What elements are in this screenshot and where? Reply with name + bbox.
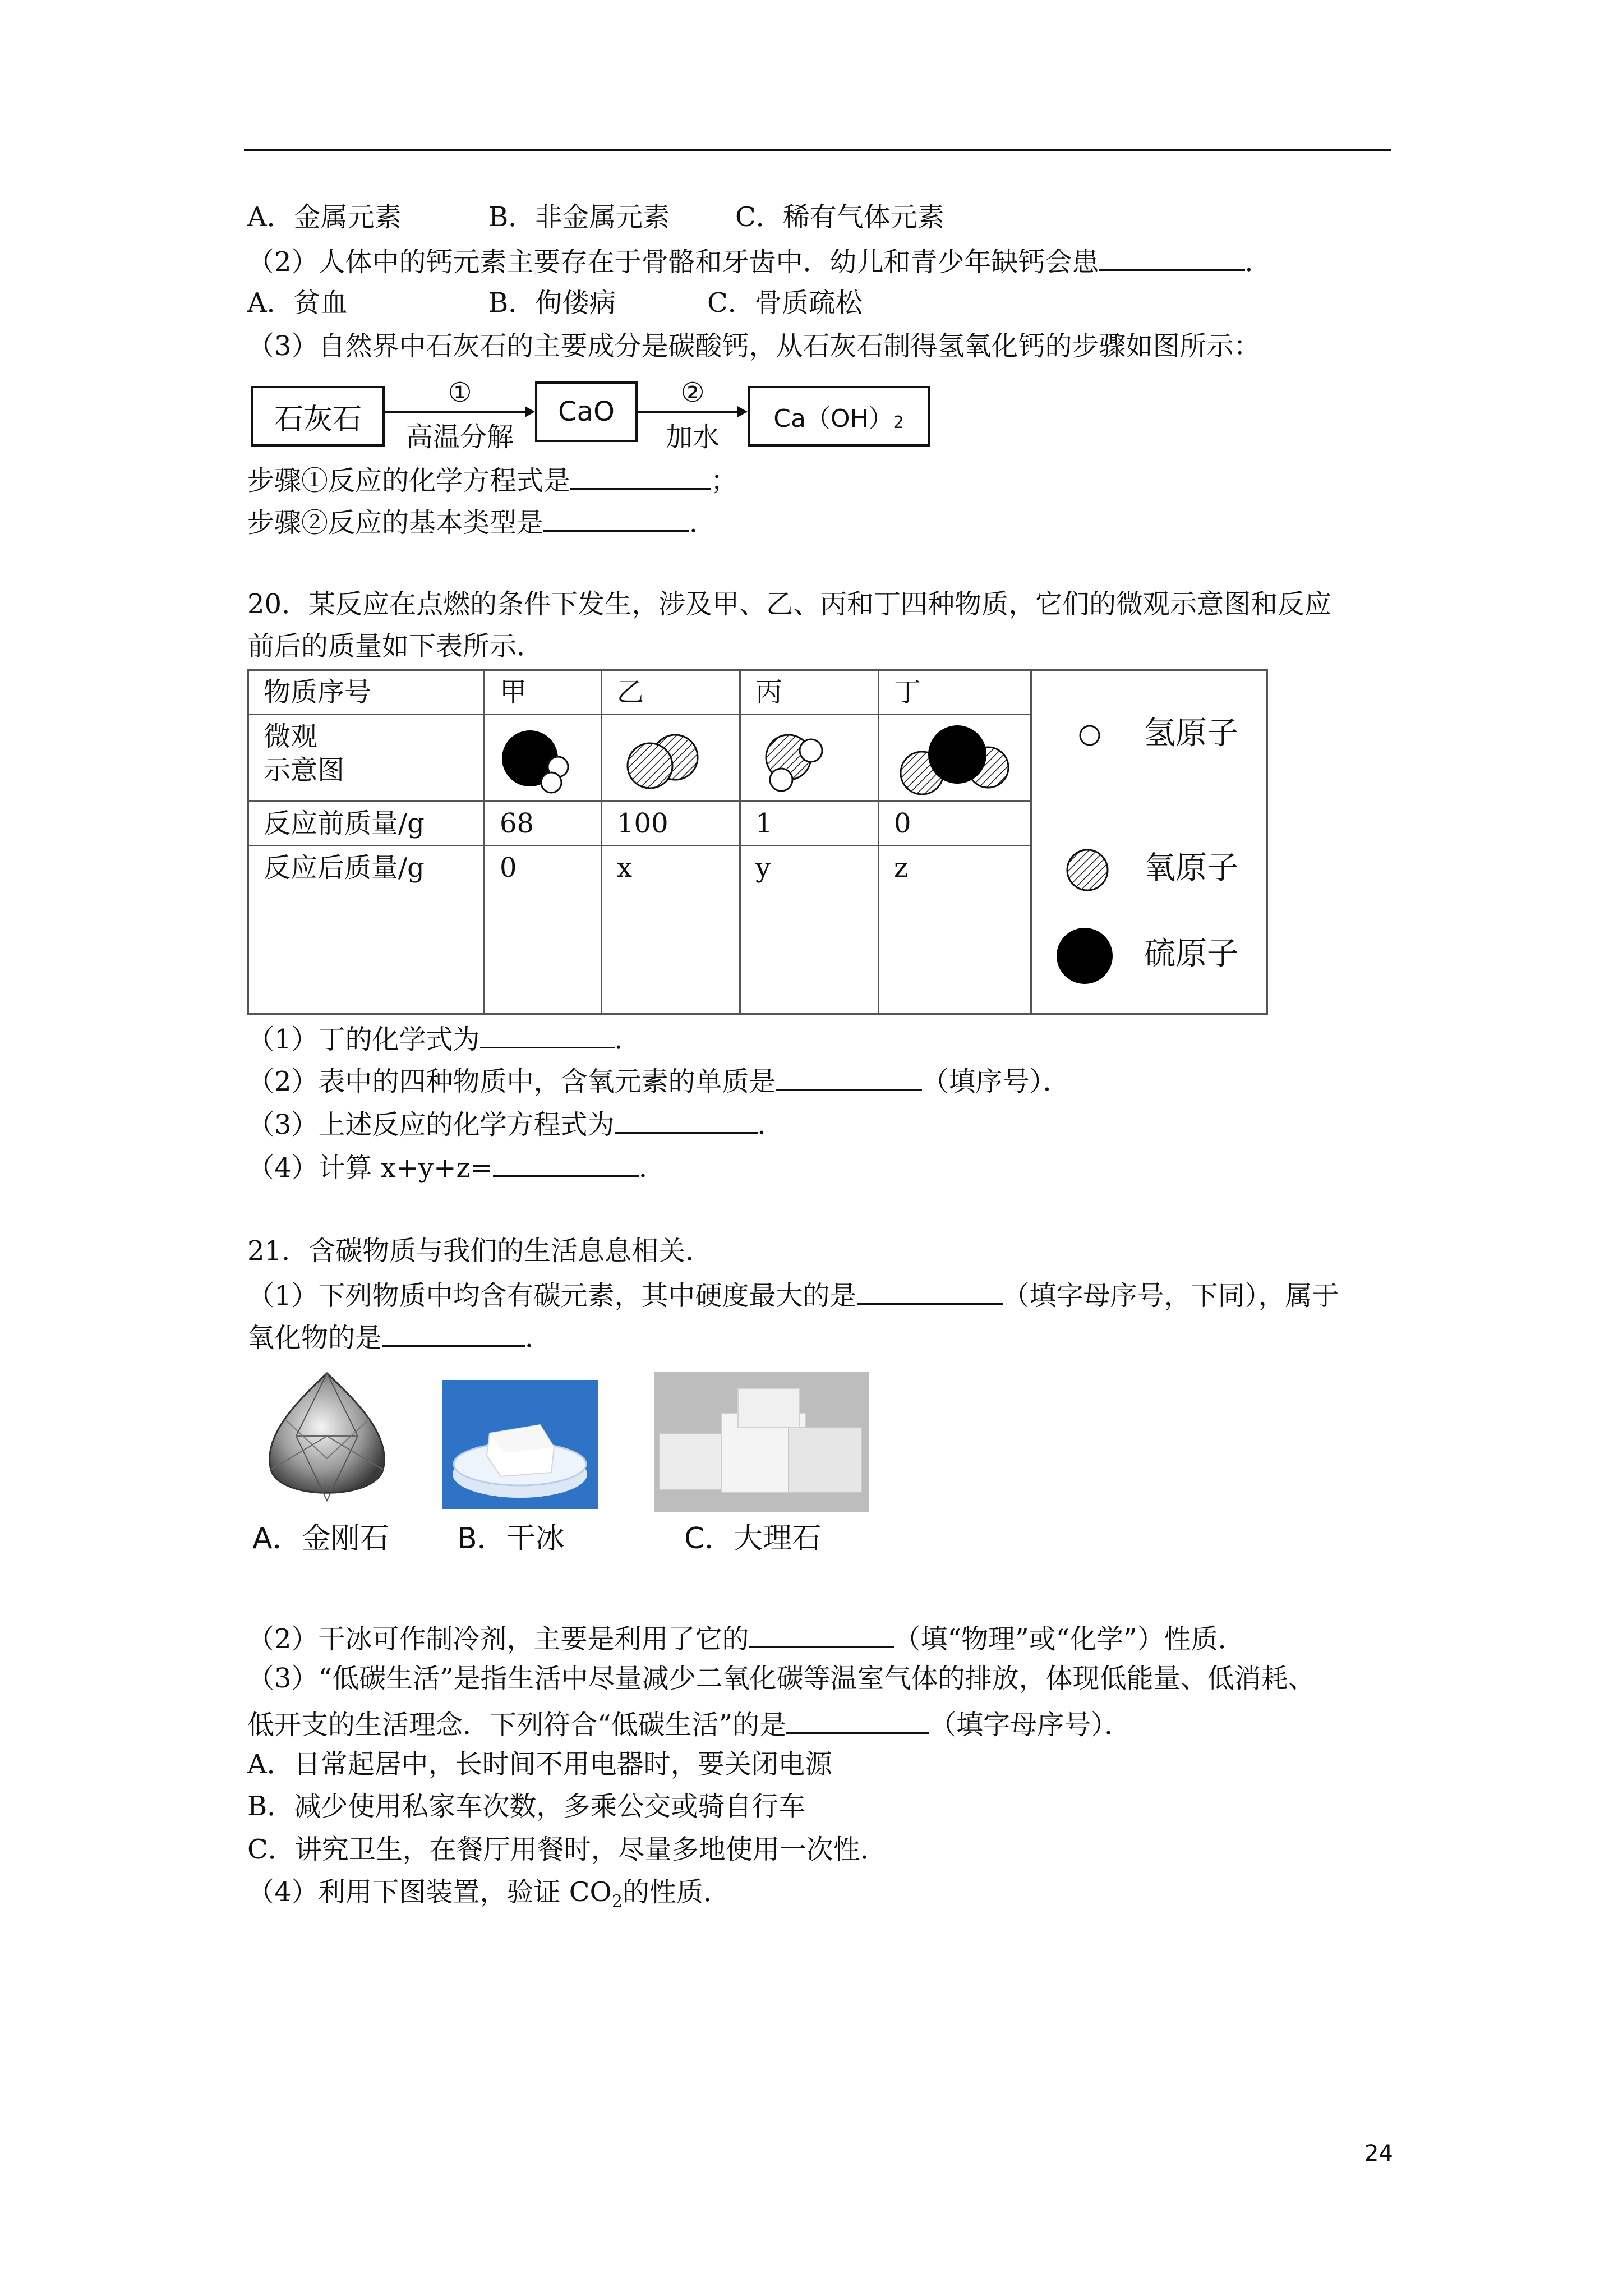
option-a: A．贫血 [247, 287, 348, 319]
answer-blank[interactable] [1099, 242, 1245, 271]
punct: ． [1244, 246, 1272, 278]
q19-p2-options [247, 286, 863, 320]
q20-q3 [247, 1105, 785, 1142]
answer-blank[interactable] [570, 461, 711, 490]
page-number: 24 [1364, 2141, 1393, 2166]
punct: （填序号）． [921, 1066, 1070, 1097]
punct: ． [638, 1152, 666, 1184]
mass-table [247, 669, 1268, 1015]
question-text: （1）丁的化学式为 [247, 1024, 480, 1055]
q21-p3-line2 [247, 1705, 1131, 1742]
q21-p4 [247, 1875, 730, 1919]
punct: ． [614, 1024, 642, 1055]
q19-step1 [247, 461, 737, 498]
q20-q4 [247, 1148, 666, 1185]
question-text: （3）上述反应的化学方程式为 [247, 1109, 615, 1140]
molecule-o2-icon [614, 726, 714, 794]
punct: ． [525, 1322, 552, 1354]
option-a: A．金属元素 [247, 201, 402, 233]
flow-step2-condition: 加水 [665, 421, 720, 453]
punct: ； [711, 465, 738, 496]
answer-blank[interactable] [493, 1148, 639, 1177]
question-text: （4）利用下图装置，验证 CO [247, 1876, 612, 1908]
flow-step1-number: ① [448, 377, 472, 408]
caption-c: C．大理石 [684, 1522, 822, 1556]
molecule-so2-icon [887, 720, 1022, 798]
dry-ice-image [442, 1380, 598, 1509]
question-text: 步骤②反应的基本类型是 [247, 507, 544, 539]
flow-box-caoh2: Ca（OH） 2 [748, 386, 930, 447]
answer-blank[interactable] [382, 1318, 525, 1347]
atom-legend-cell [1031, 670, 1267, 1014]
q21-p2 [247, 1619, 1245, 1656]
molecule-jia [485, 715, 602, 802]
question-text: 步骤①反应的化学方程式是 [247, 465, 571, 496]
question-text: （4）计算 x+y+z= [247, 1152, 493, 1184]
molecule-h2o-icon [752, 724, 842, 797]
sulfur-atom-icon [1051, 922, 1118, 990]
caption-b: B．干冰 [457, 1522, 565, 1556]
q21-intro: 21．含碳物质与我们的生活息息相关． [247, 1235, 713, 1267]
caption-a: A．金刚石 [252, 1522, 389, 1556]
question-text: 的性质． [622, 1876, 730, 1908]
question-text: （1）下列物质中均含有碳元素，其中硬度最大的是 [247, 1280, 857, 1312]
molecule-yi [602, 715, 740, 802]
q21-option-c: C．讲究卫生，在餐厅用餐时，尽量多地使用一次性． [247, 1834, 887, 1865]
answer-blank[interactable] [786, 1705, 929, 1734]
molecule-h2s-icon [496, 722, 580, 795]
legend-oxygen-label: 氧原子 [1144, 850, 1238, 886]
header-rule [244, 149, 1391, 151]
answer-blank[interactable] [543, 503, 689, 532]
q20-intro-1: 20．某反应在点燃的条件下发生，涉及甲、乙、丙和丁四种物质，它们的微观示意图和反应 [247, 588, 1332, 620]
answer-blank[interactable] [480, 1020, 615, 1048]
punct: ． [757, 1109, 785, 1140]
q21-p3-line1: （3）“低碳生活”是指生活中尽量减少二氧化碳等温室气体的排放，体现低能量、低消耗、 [247, 1663, 1315, 1694]
question-text: （2）干冰可作制冷剂，主要是利用了它的 [247, 1623, 749, 1655]
option-c: C．稀有气体元素 [735, 201, 944, 233]
oxygen-atom-icon [1062, 845, 1113, 895]
option-b: B．佝偻病 [488, 287, 616, 319]
table-row-after: 反应后质量/g 0 x y z [248, 846, 1267, 1014]
answer-blank[interactable] [615, 1105, 758, 1134]
answer-blank[interactable] [749, 1619, 894, 1648]
punct: ． [689, 507, 717, 539]
question-text: 低开支的生活理念．下列符合“低碳生活”的是 [247, 1709, 787, 1741]
question-text: （填字母序号）． [929, 1709, 1132, 1741]
q19-p2 [247, 242, 1272, 279]
q19-p1-options [247, 200, 944, 234]
subscript: 2 [611, 1892, 623, 1912]
answer-blank[interactable] [857, 1276, 1003, 1305]
option-b: B．非金属元素 [488, 201, 670, 233]
q21-option-a: A．日常起居中，长时间不用电器时，要关闭电源 [247, 1749, 832, 1780]
q21-p1-line1 [247, 1276, 1339, 1313]
q19-p3 [247, 329, 1261, 363]
flow-step2-number: ② [680, 377, 705, 408]
question-text: （填字母序号，下同），属于 [1002, 1280, 1339, 1312]
question-text: （2）表中的四种物质中，含氧元素的单质是 [247, 1066, 776, 1097]
legend-hydrogen-label: 氢原子 [1144, 715, 1238, 752]
diamond-image [257, 1369, 397, 1512]
flow-box-limestone: 石灰石 [251, 386, 385, 447]
answer-blank[interactable] [776, 1062, 922, 1091]
hydrogen-atom-icon [1076, 721, 1104, 749]
table-row-before: 反应前质量/g 68 100 1 0 [248, 802, 1267, 846]
q20-intro-2: 前后的质量如下表所示． [247, 631, 544, 662]
marble-image [654, 1372, 869, 1512]
molecule-bing [740, 715, 879, 802]
table-row-header: 物质序号 甲 乙 丙 丁 氢原子 氧原子 硫原子 [248, 670, 1267, 715]
q19-step2 [247, 503, 716, 540]
flow-box-cao: CaO [535, 381, 638, 442]
legend-sulfur-label: 硫原子 [1144, 936, 1238, 972]
question-text: 氧化物的是 [247, 1322, 382, 1354]
q21-option-b: B．减少使用私家车次数，多乘公交或骑自行车 [247, 1791, 806, 1822]
q20-q2 [247, 1062, 1070, 1098]
option-c: C．骨质疏松 [707, 287, 863, 319]
q21-p1-line2 [247, 1318, 552, 1355]
question-text: （填“物理”或“化学”）性质． [893, 1623, 1245, 1655]
flow-step1-condition: 高温分解 [405, 421, 514, 453]
q20-q1 [247, 1020, 642, 1056]
question-text: （3）自然界中石灰石的主要成分是碳酸钙，从石灰石制得氢氧化钙的步骤如图所示： [247, 330, 1261, 362]
table-row-micro: 微观 示意图 [248, 715, 1267, 802]
molecule-ding [879, 715, 1031, 802]
question-text: （2）人体中的钙元素主要存在于骨骼和牙齿中．幼儿和青少年缺钙会患 [247, 246, 1099, 278]
